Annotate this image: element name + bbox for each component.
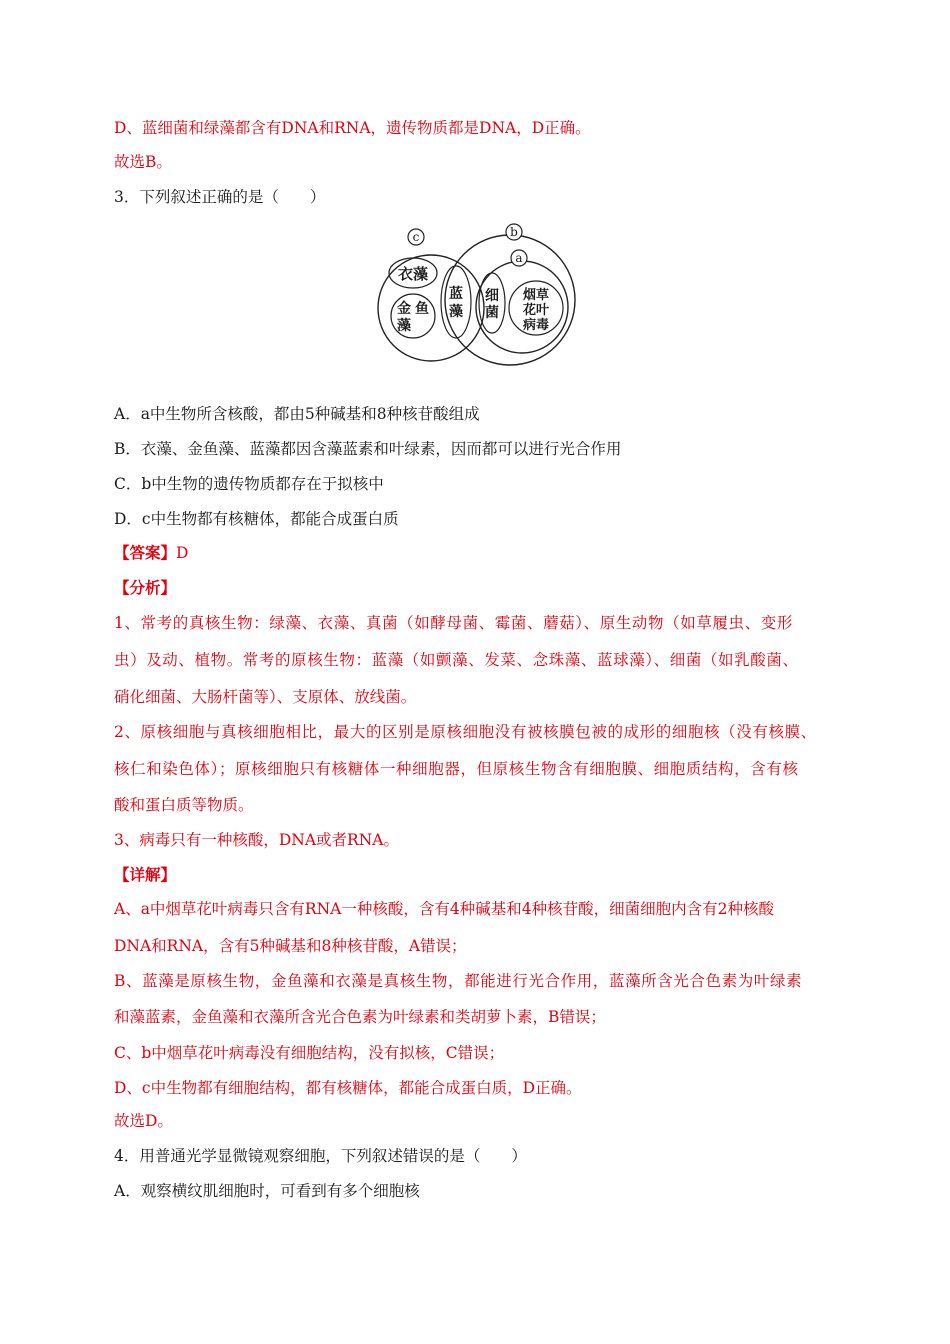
question-stem: 3．下列叙述正确的是（ ） xyxy=(114,188,326,206)
detail-line: B、蓝藻是原核生物，金鱼藻和衣藻是真核生物，都能进行光合作用，蓝藻所含光合色素为叶绿素 xyxy=(114,972,803,990)
detail-line: DNA和RNA，含有5种碱基和8种核苷酸，A错误； xyxy=(114,937,467,955)
org-lanzao-2: 藻 xyxy=(449,304,463,320)
analysis-line: 1、常考的真核生物：绿藻、衣藻、真菌（如酵母菌、霉菌、蘑菇）、原生动物（如草履虫、变形 xyxy=(114,614,793,632)
answer-label: 【答案】 xyxy=(114,543,177,562)
detail-line: D、c中生物都有细胞结构，都有核糖体，都能合成蛋白质，D正确。 xyxy=(114,1079,582,1097)
org-yizao: 衣藻 xyxy=(397,265,429,283)
detail-line: 和藻蓝素，金鱼藻和衣藻所含光合色素为叶绿素和类胡萝卜素，B错误； xyxy=(114,1008,606,1026)
option-b: B．衣藻、金鱼藻、蓝藻都因含藻蓝素和叶绿素，因而都可以进行光合作用 xyxy=(114,440,622,458)
label-b: b xyxy=(510,225,518,239)
option-a: A．a中生物所含核酸，都由5种碱基和8种核苷酸组成 xyxy=(114,405,480,423)
org-virus-2: 花叶 xyxy=(522,303,550,318)
analysis-label: 【分析】 xyxy=(114,578,177,597)
detail-line: A、a中烟草花叶病毒只含有RNA一种核酸，含有4种碱基和4种核苷酸，细菌细胞内含有2种核酸 xyxy=(114,900,774,918)
org-xijun-1: 细 xyxy=(485,288,499,304)
option-c: C．b中生物的遗传物质都存在于拟核中 xyxy=(114,475,384,493)
next-option-a: A．观察横纹肌细胞时，可看到有多个细胞核 xyxy=(114,1182,420,1200)
analysis-line: 硝化细菌、大肠杆菌等）、支原体、放线菌。 xyxy=(114,688,417,706)
org-lanzao-1: 蓝 xyxy=(449,286,463,302)
org-jinyuzao-2: 鱼 xyxy=(415,301,429,317)
analysis-line: 酸和蛋白质等物质。 xyxy=(114,796,254,814)
next-question-stem: 4．用普通光学显微镜观察细胞，下列叙述错误的是（ ） xyxy=(114,1147,527,1165)
circle-c xyxy=(378,255,484,361)
org-jinyuzao-3: 藻 xyxy=(397,318,411,334)
org-virus-1: 烟草 xyxy=(522,288,550,303)
option-d: D．c中生物都有核糖体，都能合成蛋白质 xyxy=(114,510,399,528)
prev-explanation-d: D、蓝细菌和绿藻都含有DNA和RNA，遗传物质都是DNA，D正确。 xyxy=(114,119,591,137)
detail-label: 【详解】 xyxy=(114,865,177,884)
org-virus-3: 病毒 xyxy=(522,318,550,333)
detail-line: C、b中烟草花叶病毒没有细胞结构，没有拟核，C错误； xyxy=(114,1044,505,1062)
answer-line xyxy=(114,542,188,564)
org-jinyuzao-1: 金 xyxy=(397,301,411,317)
answer-value: D xyxy=(176,544,189,562)
detail-choice: 故选D。 xyxy=(114,1112,173,1130)
venn-diagram xyxy=(374,216,584,376)
analysis-line: 3、病毒只有一种核酸，DNA或者RNA。 xyxy=(114,831,399,849)
analysis-line: 虫）及动、植物。常考的原核生物：蓝藻（如颤藻、发菜、念珠藻、蓝球藻）、细菌（如乳酸菌、 xyxy=(114,651,799,669)
label-c: c xyxy=(412,230,420,244)
label-a: a xyxy=(515,251,523,265)
analysis-line: 核仁和染色体）；原核细胞只有核糖体一种细胞器，但原核生物含有细胞膜、细胞质结构，含有核 xyxy=(114,760,799,778)
org-xijun-2: 菌 xyxy=(485,305,499,321)
prev-choice: 故选B。 xyxy=(114,153,172,171)
analysis-line: 2、原核细胞与真核细胞相比，最大的区别是原核细胞没有被核膜包被的成形的细胞核（没有核膜、 xyxy=(114,723,817,741)
